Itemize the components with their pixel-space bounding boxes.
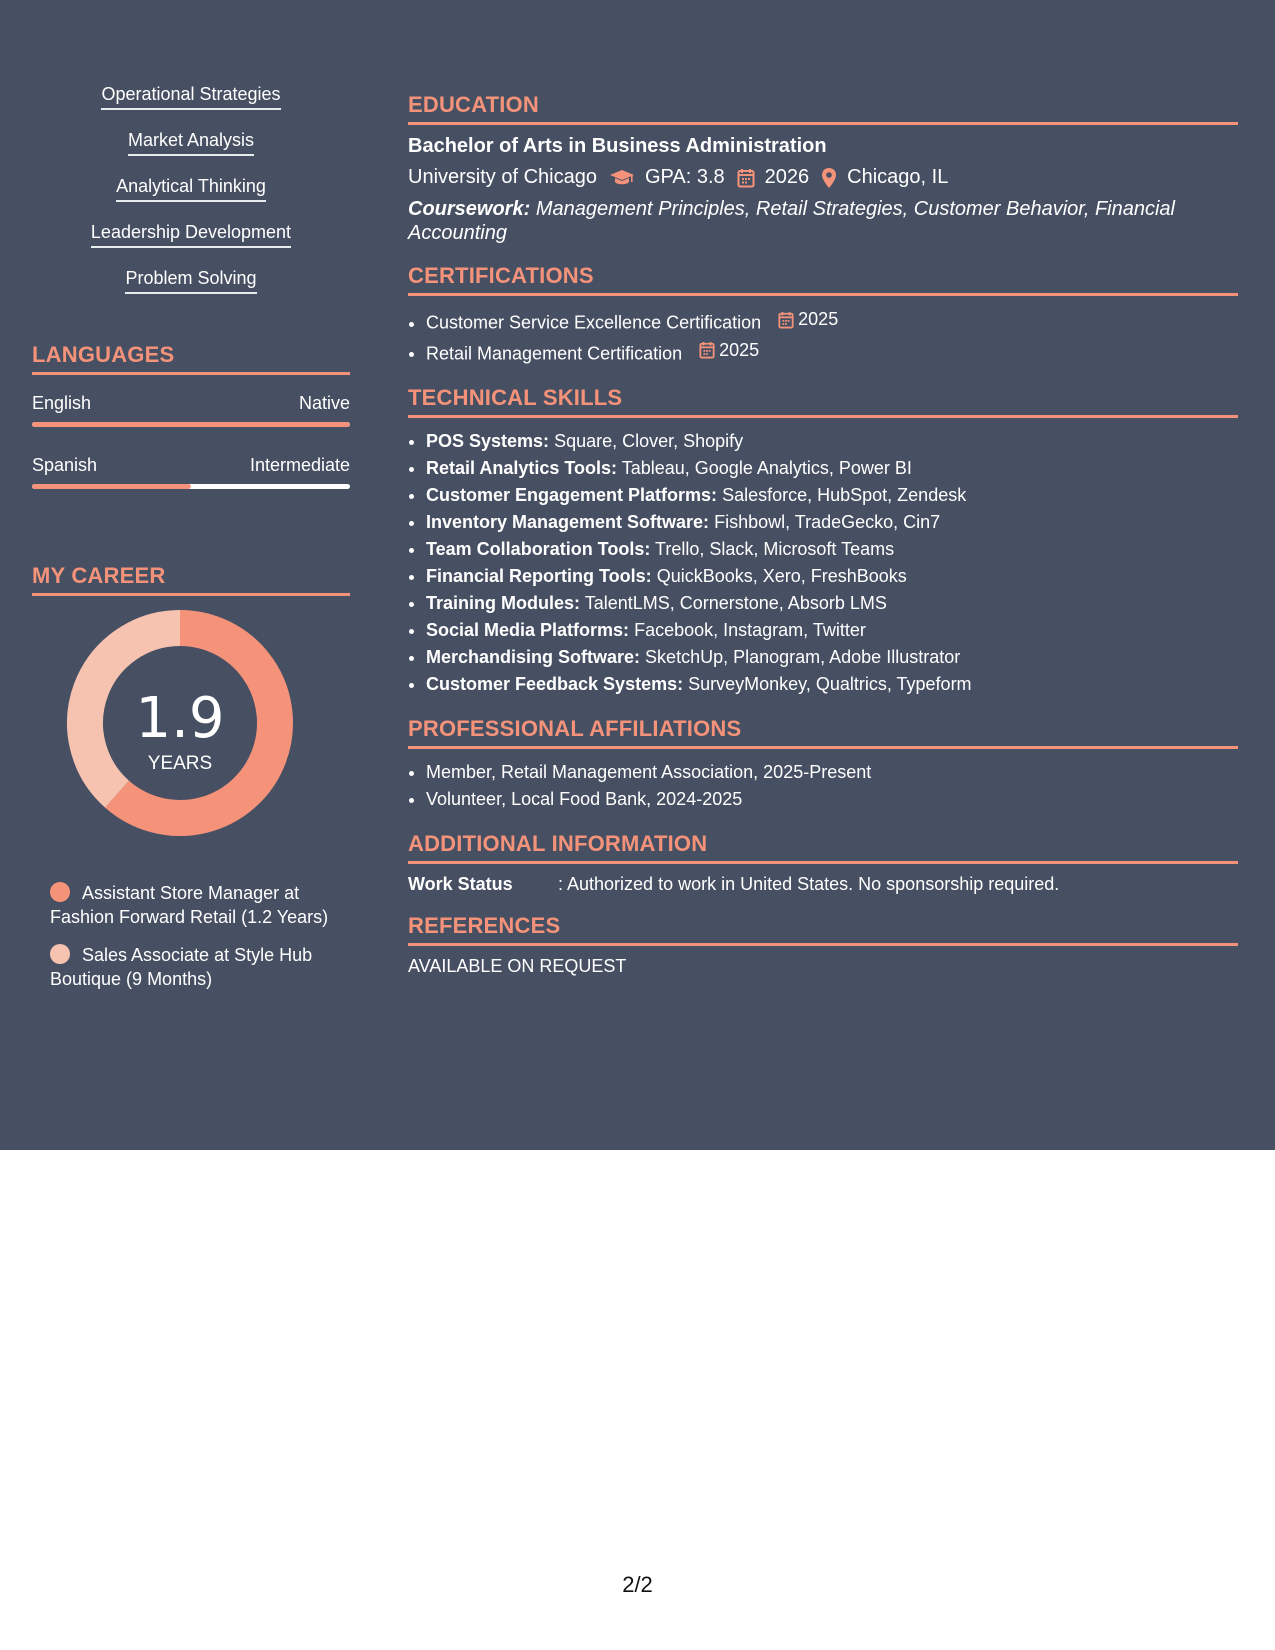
skill-item: • Retail Analytics Tools: Tableau, Google Analytics, Power BI [426, 455, 1238, 482]
career-unit: YEARS [147, 753, 213, 774]
strength-item: Leadership Development [32, 222, 350, 248]
certification-year: 2025 [798, 309, 839, 329]
language-proficiency-fill [32, 422, 350, 427]
additional-info-section [408, 831, 1238, 895]
languages-title: LANGUAGES [32, 342, 350, 375]
affiliations-title: PROFESSIONAL AFFILIATIONS [408, 716, 1238, 749]
work-status-value: : Authorized to work in United States. No sponsorship required. [558, 874, 1060, 894]
work-status-label: Work Status [408, 874, 513, 894]
skill-item: • Social Media Platforms: Facebook, Instagram, Twitter [426, 617, 1238, 644]
strength-item: Problem Solving [32, 268, 350, 294]
references-title: REFERENCES [408, 913, 1238, 946]
career-label: Sales Associate at Style Hub Boutique (9 Months) [50, 945, 313, 989]
affiliations-section [408, 716, 1238, 813]
skill-item: • Team Collaboration Tools: Trello, Slack, Microsoft Teams [426, 536, 1238, 563]
coursework [408, 197, 1238, 245]
calendar-icon [699, 341, 715, 359]
strength-item: Analytical Thinking [32, 176, 350, 202]
skill-item: • Financial Reporting Tools: QuickBooks, Xero, FreshBooks [426, 563, 1238, 590]
location: Chicago, IL [847, 166, 949, 188]
graduation-cap-icon [609, 169, 635, 187]
left-column [32, 84, 350, 1005]
legend-dot [50, 944, 70, 964]
certification-item: • Customer Service Excellence Certification 2025 [426, 306, 1238, 337]
career-total: 1.9 [135, 686, 225, 751]
certifications-list [408, 306, 1238, 367]
affiliation-item: • Member, Retail Management Association, 2025-Present [426, 759, 1238, 786]
calendar-icon [778, 311, 794, 329]
technical-skills-title: TECHNICAL SKILLS [408, 385, 1238, 418]
language-level: Intermediate [249, 455, 350, 475]
references-section [408, 913, 1238, 977]
certification-year: 2025 [719, 339, 760, 360]
coursework-label: Coursework: [408, 198, 531, 220]
references-text: AVAILABLE ON REQUEST [408, 956, 627, 976]
skill-item: • Customer Engagement Platforms: Salesforce, HubSpot, Zendesk [426, 482, 1238, 509]
strength-item: Operational Strategies [32, 84, 350, 110]
right-column [408, 92, 1238, 995]
career-legend [32, 881, 350, 991]
skill-item: • Inventory Management Software: Fishbowl, TradeGecko, Cin7 [426, 509, 1238, 536]
degree: Bachelor of Arts in Business Administration [408, 135, 827, 157]
language-level: Native [298, 393, 350, 413]
language-entry [32, 393, 350, 427]
education-meta [408, 166, 1238, 189]
career-section [32, 563, 350, 991]
languages-section [32, 342, 350, 489]
skill-item: • Training Modules: TalentLMS, Cornerstone, Absorb LMS [426, 590, 1238, 617]
calendar-icon [737, 168, 755, 188]
certification-item: • Retail Management Certification 2025 [426, 337, 1238, 368]
career-title: MY CAREER [32, 563, 350, 596]
skill-item: • POS Systems: Square, Clover, Shopify [426, 428, 1238, 455]
career-label: Assistant Store Manager at Fashion Forward Retail (1.2 Years) [50, 883, 329, 927]
strengths-list [32, 84, 350, 294]
coursework-list: Management Principles, Retail Strategies, Customer Behavior, Financial Accounting [408, 198, 1176, 244]
skill-item: • Merchandising Software: SketchUp, Planogram, Adobe Illustrator [426, 644, 1238, 671]
education-section [408, 92, 1238, 245]
gpa: GPA: 3.8 [644, 166, 725, 188]
technical-skills-list [408, 428, 1238, 698]
language-proficiency-fill [32, 484, 191, 489]
affiliations-list [408, 759, 1238, 813]
career-legend-item [50, 943, 350, 991]
work-status-row [408, 874, 1238, 895]
career-donut-chart [32, 606, 350, 846]
skill-item: • Customer Feedback Systems: SurveyMonkey, Qualtrics, Typeform [426, 671, 1238, 698]
additional-info-title: ADDITIONAL INFORMATION [408, 831, 1238, 864]
certifications-section [408, 263, 1238, 367]
technical-skills-section [408, 385, 1238, 698]
language-proficiency-bar [32, 422, 350, 427]
location-pin-icon [821, 167, 837, 189]
legend-dot [50, 882, 70, 902]
education-title: EDUCATION [408, 92, 1238, 125]
language-entry [32, 455, 350, 489]
certifications-title: CERTIFICATIONS [408, 263, 1238, 296]
graduation-year: 2026 [764, 166, 810, 188]
language-name: English [32, 393, 92, 413]
page-number: 2/2 [622, 1572, 653, 1597]
school: University of Chicago [408, 166, 597, 188]
affiliation-item: • Volunteer, Local Food Bank, 2024-2025 [426, 786, 1238, 813]
language-proficiency-bar [32, 484, 350, 489]
strength-item: Market Analysis [32, 130, 350, 156]
language-name: Spanish [32, 455, 98, 475]
career-legend-item [50, 881, 350, 929]
